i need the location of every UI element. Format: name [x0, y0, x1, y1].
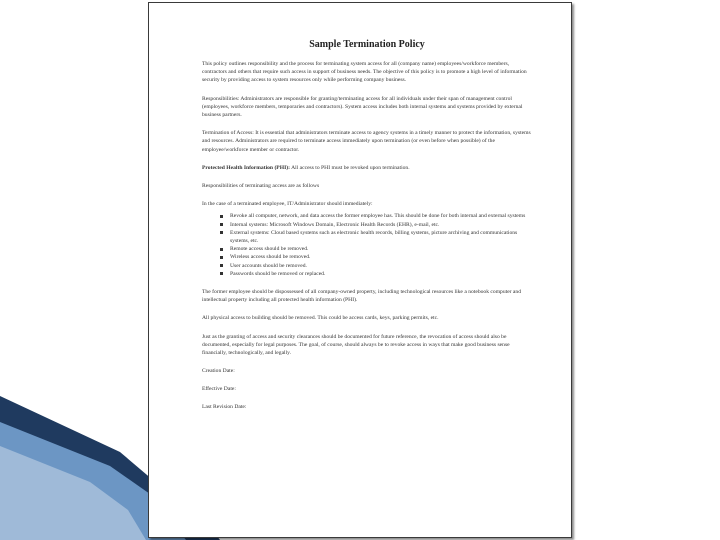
creation-date-field: Creation Date:: [202, 368, 235, 375]
list-item: Internal systems: Microsoft Windows Domain, Electronic Health Records (EHR), e-mail, etc.: [220, 221, 532, 229]
phi-text: All access to PHI must be revoked upon termination.: [291, 164, 410, 171]
effective-date-field: Effective Date:: [202, 386, 236, 393]
list-item: Passwords should be removed or replaced.: [220, 270, 532, 278]
list-item: User accounts should be removed.: [220, 262, 532, 270]
responsibilities-lead: Responsibilities:: [202, 95, 240, 102]
document-body: [202, 39, 532, 421]
list-item: Wireless access should be removed.: [220, 253, 532, 261]
physical-access-paragraph: All physical access to building should be removed. This could be access cards, keys, parking permits, etc.: [202, 315, 439, 322]
revocation-list: [202, 212, 532, 278]
document-title: Sample Termination Policy: [309, 39, 425, 50]
property-paragraph: The former employee should be dispossessed of all company-owned property, including technological resources like a notebook computer and intellectual property including all protected health information (PHI).: [202, 289, 522, 304]
last-revision-date-field: Last Revision Date:: [202, 404, 247, 411]
responsibilities-header: Responsibilities of terminating access are as follows: [202, 183, 320, 190]
responsibilities-text: Administrators are responsible for granting/terminating access for all individuals under their span of management control (employees, workforce members, temporaries and contractors). System access includes both internal systems and systems provided by external business partners.: [202, 95, 523, 119]
intro-paragraph: This policy outlines responsibility and the process for terminating system access for all (company name) employees/workforce members, contractors and others that require such access in support of business needs. The objective of this policy is to promote a high level of information security by providing access to system resources only while performing company business.: [202, 61, 527, 84]
phi-lead: Protected Health Information (PHI):: [202, 164, 290, 171]
termination-paragraph: [202, 129, 532, 154]
termination-text: It is essential that administrators terminate access to agency systems in a timely manner to protect the information, systems and resources. Administrators are required to terminate access immediately upon termination (or even before when possible) of the employee/workforce member or contractor.: [202, 130, 531, 153]
phi-paragraph: [202, 164, 532, 172]
termination-lead: Termination of Access:: [202, 130, 254, 137]
responsibilities-paragraph: [202, 95, 532, 120]
list-item: Remote access should be removed.: [220, 245, 532, 253]
list-item: External systems: Cloud based systems such as electronic health records, billing systems, picture archiving and communications systems, etc.: [220, 229, 532, 245]
document-page: [148, 2, 572, 538]
case-intro: In the case of a terminated employee, IT/Administrator should immediately:: [202, 201, 373, 208]
list-item: Revoke all computer, network, and data access the former employee has. This should be done for both internal and external systems: [220, 212, 532, 220]
documentation-paragraph: Just as the granting of access and security clearances should be documented for future reference, the revocation of access should also be documented, especially for legal purposes. The goal, of course, should always be to revoke access in ways that make good business sense financially, technologically, and legally.: [202, 333, 510, 357]
